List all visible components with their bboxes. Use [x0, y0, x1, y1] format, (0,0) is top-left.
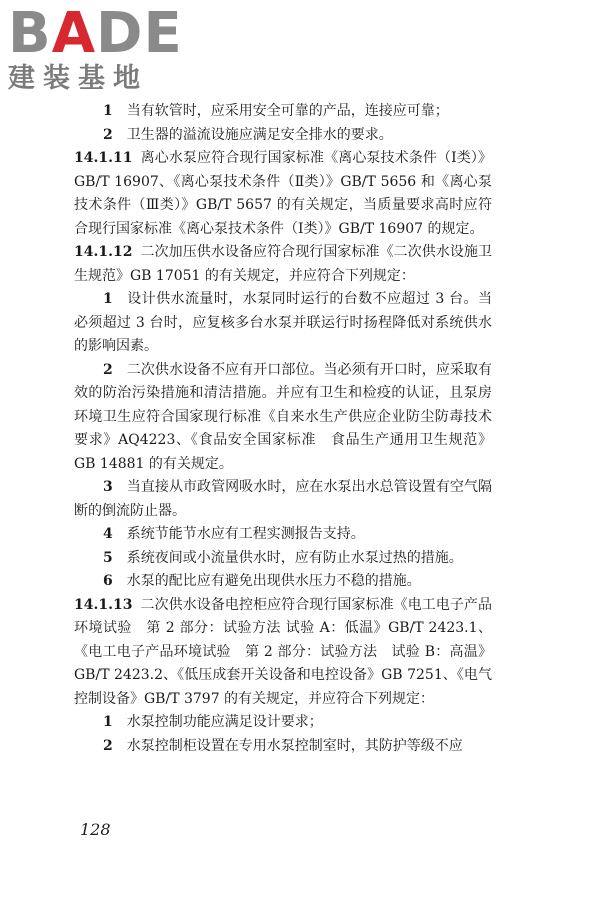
section-number: 14.1.13 — [74, 596, 133, 613]
logo-letters: DE — [96, 1, 183, 66]
list-item — [74, 711, 492, 735]
section-paragraph — [74, 241, 492, 288]
page-number: 128 — [80, 820, 111, 839]
paragraph-text: 二次加压供水设备应符合现行国家标准《二次供水设施卫生规范》GB 17051 的有关规定，并应符合下列规定： — [74, 244, 492, 284]
item-number: 1 — [103, 103, 113, 119]
item-number: 2 — [103, 737, 113, 754]
paragraph-text: 离心水泵应符合现行国家标准《离心泵技术条件（Ⅰ类）》GB/T 16907、《离心泵技术条件（Ⅱ类）》GB/T 5656 和《离心泵技术条件（Ⅲ类）》GB/T 5657 的有关规定，当质量要求高时应符合现行国家标准《离心泵技术条件（Ⅰ类）》GB/T 16907 的规定。 — [74, 150, 492, 237]
logo-subtitle: 建装基地 — [8, 63, 148, 94]
logo-letter: B — [8, 1, 52, 66]
item-number: 2 — [103, 361, 113, 378]
paragraph-text: 设计供水流量时，水泵同时运行的台数不应超过 3 台。当必须超过 3 台时，应复核多台水泵并联运行时扬程降低对系统供水的影响因素。 — [74, 291, 492, 354]
paragraph-text: 二次供水设备不应有开口部位。当必须有开口时，应采取有效的防治污染措施和清洁措施。并应有卫生和检疫的认证，且泵房环境卫生应符合国家现行标准《自来水生产供应企业防尘防毒技术要求》AQ4223、《食品安全国家标准 食品生产通用卫生规范》GB 14881 的有关规定。 — [74, 361, 492, 472]
list-item — [74, 476, 492, 523]
list-item — [74, 100, 492, 124]
section-number: 14.1.11 — [74, 150, 133, 166]
item-number: 5 — [103, 549, 113, 566]
document-body — [74, 100, 492, 758]
paragraph-text: 二次供水设备电控柜应符合现行国家标准《电工电子产品环境试验 第 2 部分：试验方法 试验 A：低温》GB/T 2423.1、《电工电子产品环境试验 第 2 部分：试验方法 试验 B：高温》GB/T 2423.2、《低压成套开关设备和电控设备》GB 7251、《电气控制设备》GB/T 3797 的有关规定，并应符合下列规定： — [74, 596, 492, 707]
paragraph-text: 水泵控制功能应满足设计要求； — [126, 714, 323, 730]
list-item — [74, 523, 492, 547]
list-item — [74, 359, 492, 477]
paragraph-text: 当有软管时，应采用安全可靠的产品，连接应可靠； — [126, 103, 449, 119]
paragraph-text: 水泵的配比应有避免出现供水压力不稳的措施。 — [126, 573, 421, 589]
paragraph-text: 卫生器的溢流设施应满足安全排水的要求。 — [126, 126, 393, 143]
logo-accent-letter: A — [51, 1, 97, 66]
paragraph-text: 水泵控制柜设置在专用水泵控制室时，其防护等级不应 — [126, 737, 463, 754]
item-number: 3 — [103, 479, 113, 495]
item-number: 2 — [103, 126, 113, 143]
list-item — [74, 547, 492, 571]
item-number: 1 — [103, 291, 113, 307]
section-paragraph — [74, 594, 492, 712]
paragraph-text: 系统节能节水应有工程实测报告支持。 — [126, 526, 365, 542]
logo-wordmark — [8, 1, 183, 66]
item-number: 4 — [103, 526, 113, 542]
list-item — [74, 570, 492, 594]
paragraph-text: 系统夜间或小流量供水时，应有防止水泵过热的措施。 — [126, 549, 463, 566]
list-item — [74, 124, 492, 148]
section-number: 14.1.12 — [74, 244, 133, 260]
item-number: 6 — [103, 573, 113, 589]
list-item — [74, 288, 492, 359]
list-item — [74, 735, 492, 759]
brand-logo — [8, 1, 183, 94]
section-paragraph — [74, 147, 492, 241]
paragraph-text: 当直接从市政管网吸水时，应在水泵出水总管设置有空气隔断的倒流防止器。 — [74, 479, 492, 519]
item-number: 1 — [103, 714, 113, 730]
